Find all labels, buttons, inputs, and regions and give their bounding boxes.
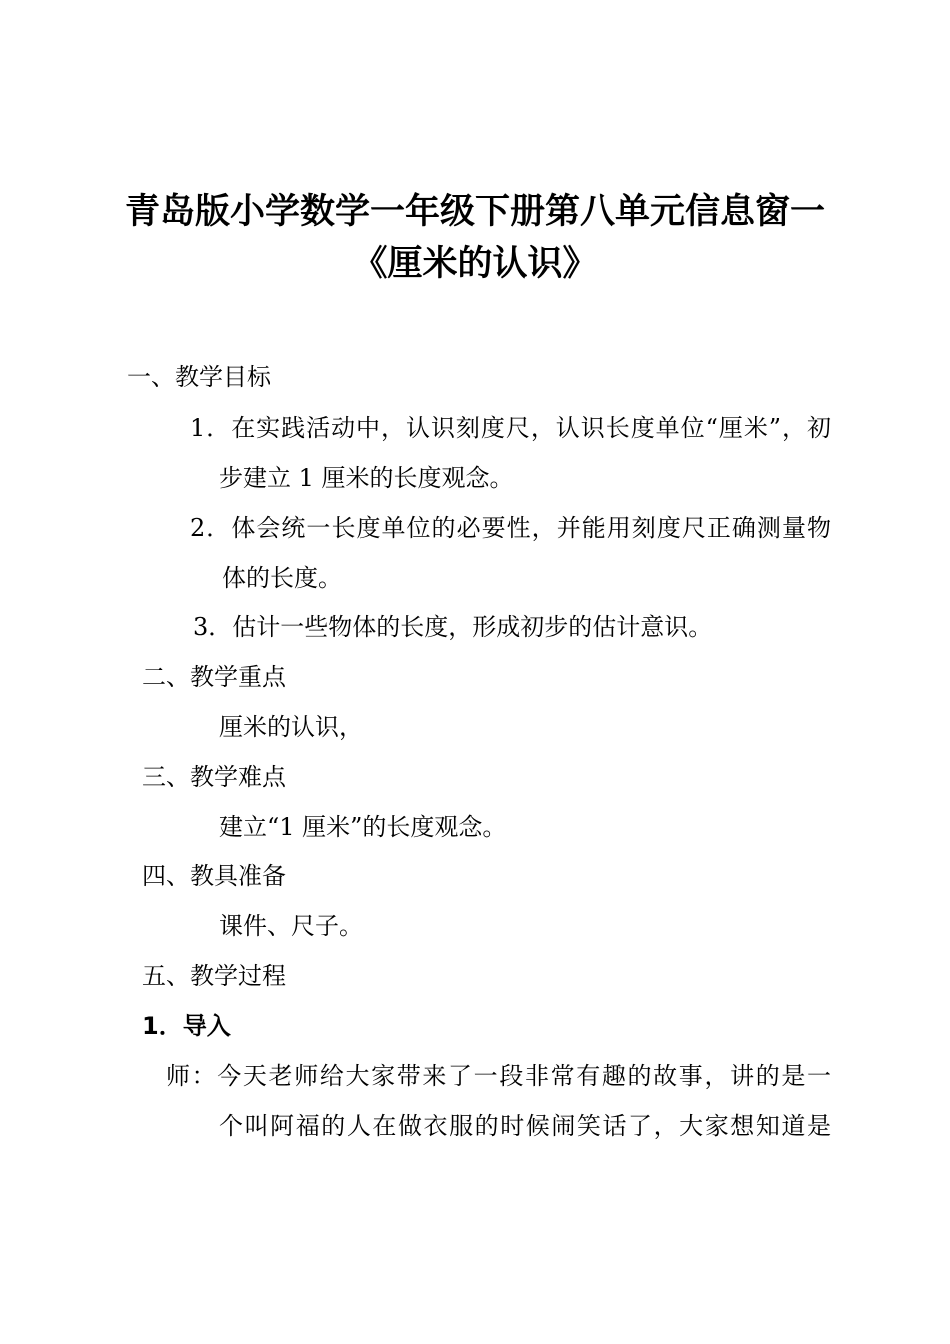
section-5-heading: 五、教学过程 xyxy=(142,962,286,990)
section-5-subheading-intro: 1．导入 xyxy=(142,1012,231,1040)
section-3-heading: 三、教学难点 xyxy=(142,763,286,791)
objective-3: 3．估计一些物体的长度，形成初步的估计意识。 xyxy=(193,613,713,641)
section-2-heading: 二、教学重点 xyxy=(142,663,286,691)
objective-1-line-1: 1．在实践活动中，认识刻度尺，认识长度单位“厘米”，初 xyxy=(190,414,831,442)
section-4-body: 课件、尺子。 xyxy=(219,912,363,940)
document-title-line-2: 《厘米的认识》 xyxy=(352,244,598,284)
intro-paragraph-line-2: 个叫阿福的人在做衣服的时候闹笑话了，大家想知道是 xyxy=(219,1112,831,1140)
section-3-body: 建立“1 厘米”的长度观念。 xyxy=(219,813,507,841)
document-title-line-1: 青岛版小学数学一年级下册第八单元信息窗一 xyxy=(124,192,825,232)
intro-paragraph-line-1: 师：今天老师给大家带来了一段非常有趣的故事，讲的是一 xyxy=(166,1062,831,1090)
objective-1-line-2: 步建立 1 厘米的长度观念。 xyxy=(219,464,514,492)
objective-2-line-1: 2．体会统一长度单位的必要性，并能用刻度尺正确测量物 xyxy=(190,514,831,542)
section-1-heading: 一、教学目标 xyxy=(127,363,271,391)
objective-2-line-2: 体的长度。 xyxy=(222,564,342,592)
section-2-body: 厘米的认识， xyxy=(219,713,363,741)
section-4-heading: 四、教具准备 xyxy=(142,862,286,890)
